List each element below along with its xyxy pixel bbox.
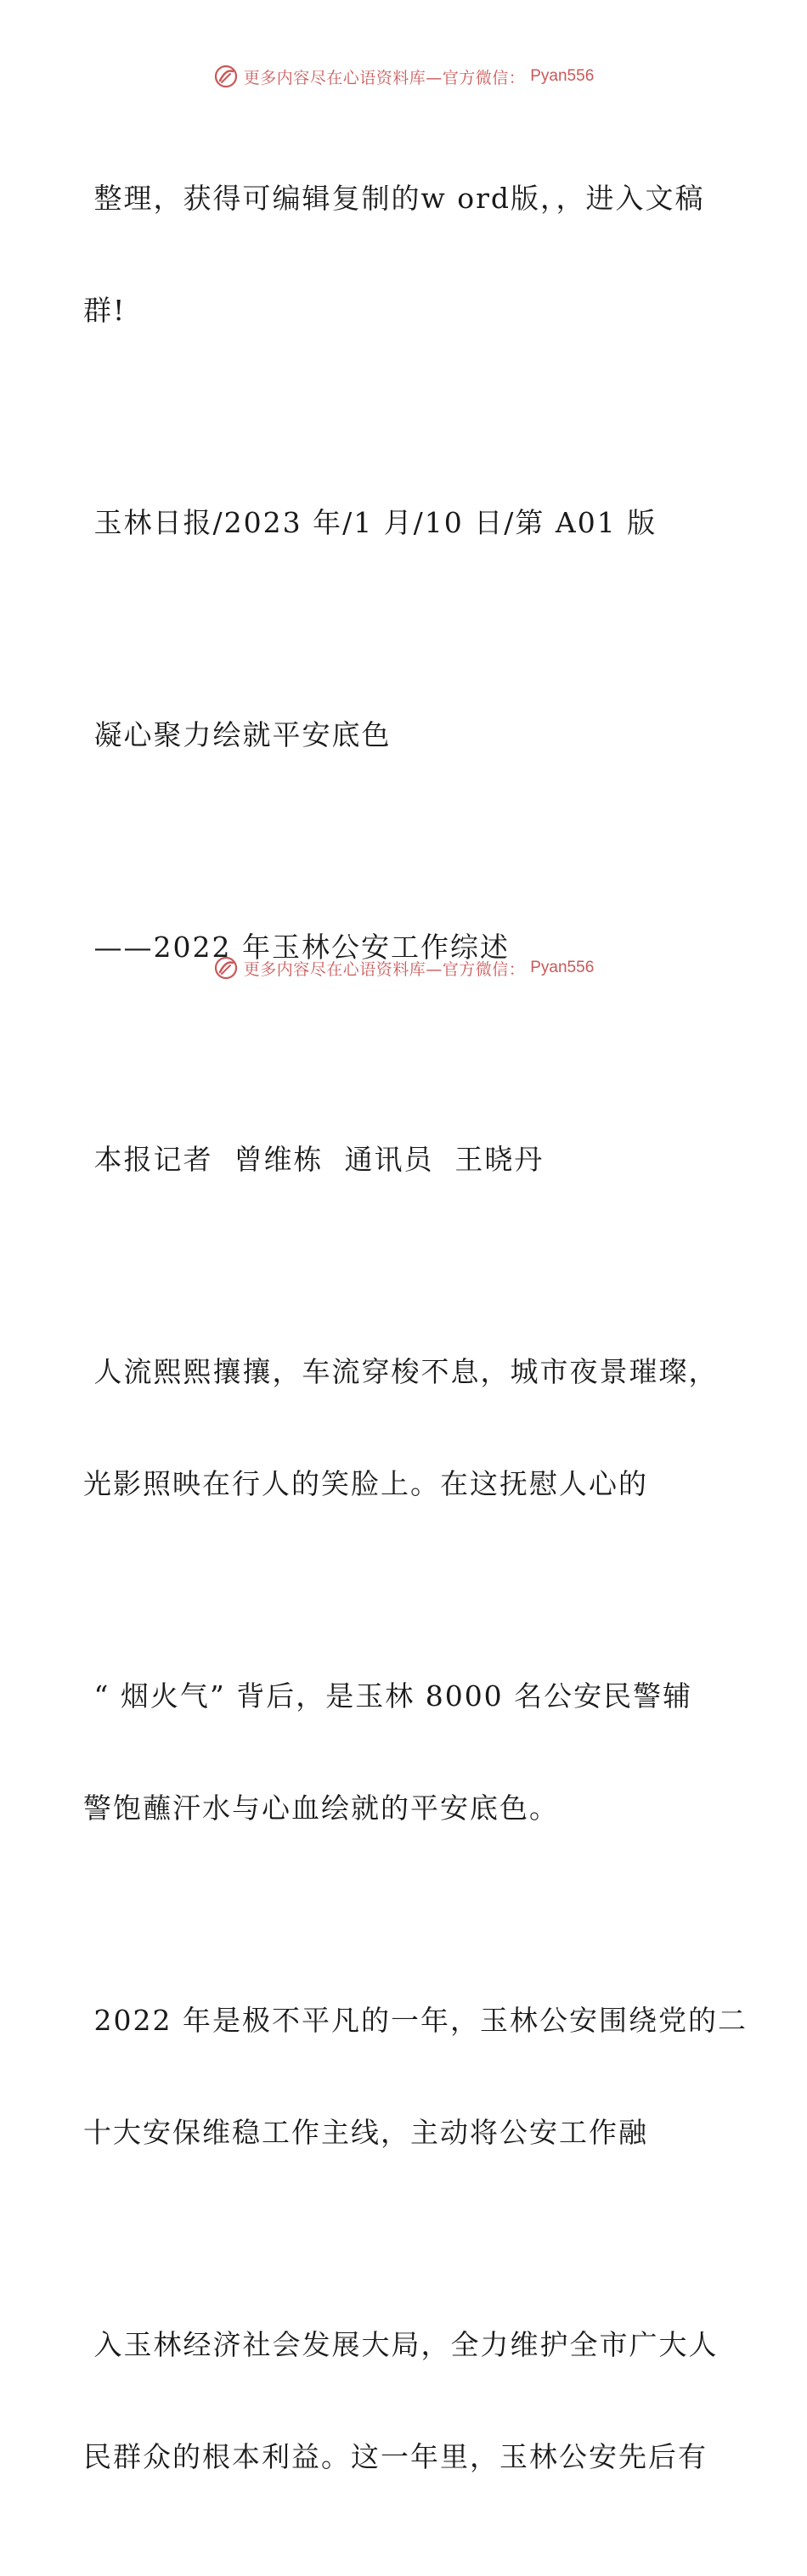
logo-icon xyxy=(213,64,239,89)
article-byline xyxy=(83,1066,729,1253)
article-subtitle xyxy=(83,854,729,1041)
text-line: 入玉林经济社会发展大局，全力维护全市广大人 xyxy=(83,2328,719,2361)
logo-icon xyxy=(213,955,239,981)
article-title xyxy=(83,642,729,829)
watermark-id: Pyan556 xyxy=(530,67,595,85)
paragraph xyxy=(83,105,729,404)
watermark-footer xyxy=(0,951,807,985)
watermark-header xyxy=(0,59,807,93)
text-line: 凝心聚力绘就平安底色 xyxy=(83,718,392,751)
paragraph xyxy=(83,2252,729,2551)
text-line: 玉林日报/2023 年/1 月/10 日/第 A01 版 xyxy=(83,506,657,539)
document-body xyxy=(83,105,748,2576)
text-line: 2022 年是极不平凡的一年，玉林公安围绕党的二 xyxy=(83,2004,748,2037)
text-line: 民群众的根本利益。这一年里，玉林公安先后有 xyxy=(83,2440,708,2473)
text-line: 群! xyxy=(83,294,127,327)
newspaper-source xyxy=(83,430,729,616)
text-line: “ 烟火气” 背后，是玉林 8000 名公安民警辅 xyxy=(83,1679,693,1713)
text-line: 整理，获得可编辑复制的w ord版，，进入文稿 xyxy=(83,182,705,215)
paragraph xyxy=(83,1603,729,1902)
watermark-text: 更多内容尽在心语资料库—官方微信： xyxy=(243,68,526,87)
watermark-id: Pyan556 xyxy=(530,959,595,976)
text-line: 人流熙熙攘攘，车流穿梭不息，城市夜景璀璨， xyxy=(83,1355,719,1388)
paragraph xyxy=(83,1927,748,2226)
watermark-text: 更多内容尽在心语资料库—官方微信： xyxy=(243,959,526,979)
text-line: 警饱蘸汗水与心血绘就的平安底色。 xyxy=(83,1791,559,1825)
paragraph xyxy=(83,1279,729,1578)
text-line: ——2022 年玉林公安工作综述 xyxy=(83,931,510,964)
text-line: 十大安保维稳工作主线，主动将公安工作融 xyxy=(83,2116,648,2149)
text-line: 光影照映在行人的笑脸上。在这抚慰人心的 xyxy=(83,1467,648,1500)
text-line: 本报记者 曾维栋 通讯员 王晓丹 xyxy=(83,1143,545,1176)
